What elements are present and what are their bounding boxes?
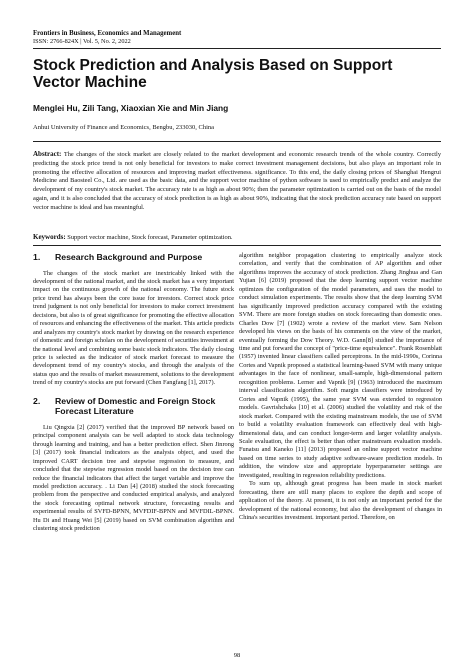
affiliation: Anhui University of Finance and Economics, Bengbu, 233030, China — [33, 124, 215, 131]
authors: Menglei Hu, Zili Tang, Xiaoxian Xie and Min Jiang — [33, 103, 229, 113]
section-1-heading — [33, 252, 234, 263]
section-title: Research Background and Purpose — [55, 252, 203, 262]
abstract-label: Abstract: — [33, 150, 62, 158]
header-divider — [33, 48, 441, 49]
keywords-text: Support vector machine, Stock forecast, Parameter optimization. — [67, 234, 233, 241]
keywords-divider — [33, 245, 441, 246]
section-title: Review of Domestic and Foreign Stock Forecast Literature — [55, 395, 216, 417]
right-column — [239, 252, 442, 523]
paragraph: To sum up, although great progress has been made in stock market forecasting, there are still many places to explore the depth and scope of application of the theory. At present, it is not only an important period for the development of the national economy, but also the development of changes in China's securities investment. important period. Therefore, on — [239, 480, 442, 522]
paper-title: Stock Prediction and Analysis Based on Support Vector Machine — [33, 57, 393, 91]
section-2-heading — [33, 396, 234, 417]
abstract — [33, 150, 441, 212]
paragraph: The changes of the stock market are inextricably linked with the development of the national market, and the stock market has a very important impact on the continuous growth of the national economy. The future stock price trend has always been the core issue for investors. Correct stock price trend judgment is not only beneficial for investors to make correct investment decisions, but also is of great significance for promoting the effective allocation of resources and enhancing the effectiveness of the market. This article predicts and analyzes my country's stock market by drawing on the research experience of domestic and foreign scholars on the development of securities investment at the national level and combining some basic stock indicators. The daily closing price is selected as the indicator of stock market forecast to measure the development trend of my country's stocks, and through the analysis of the status quo and the results of market measurement, solutions to the development trend of my country's stocks are put forward (Chen Fangfang [1], 2017). — [33, 269, 234, 387]
issn-line: ISSN: 2766-824X | Vol. 5, No. 2, 2022 — [33, 38, 131, 45]
left-column — [33, 252, 234, 534]
paragraph: Liu Qingxia [2] (2017) verified that the improved BP network based on principal component analysis can be well adapted to stock data technology through learning and training, and has a better prediction effect. Shen Jinrong [3] (2017) took financial indicators as the analysis object, and used the improved CART decision tree and stepwise regression to measure, and concluded that the stepwise regression model based on the decision tree can reduce the financial indicators that affect the target variable and improve the model prediction accuracy. . Li Dan [4] (2018) studied the stock forecasting problem from the perspective and conducted empirical analysis, and analyzed the stock forecasting optimal network structure, forecasting results and experimental results of SVFD-BPNN, MVFDIF-BPNN and MVFDIL-BPNN. Hu Di and Huang Wei [5] (2019) based on SVM combination algorithm and clustering stock prediction — [33, 423, 234, 533]
keywords — [33, 233, 233, 241]
page-number: 98 — [233, 652, 241, 659]
title-divider — [33, 141, 441, 142]
abstract-text: The changes of the stock market are closely related to the market development and economic research trends of the whole country. Correctly predicting the stock price trend is not only beneficial for investors to make correct investment management decisions, but also plays an important role in promoting the effective allocation of resources and improving market effectiveness. significance. To this end, the daily closing prices of Shanghai Hengrui Medicine and Baosteel Co., Ltd. are used as the basic data, and the support vector machine of python software is used to empirically predict and analyze the development of my country's stock market. The accuracy rate is as high as about 90%; then the parameter optimization is carried out on the basis of the model again, and it is also concluded that the accuracy of stock prediction is as high as about 90%, indicating that the stock prediction accuracy rate based on support vector machine is ideal and has meaningful. — [33, 151, 441, 211]
paragraph-continued: algorithm neighbor propagation clustering to empirically analyze stock correlation, and verify that the combination of AP algorithm and other algorithms improves the accuracy of stock prediction. Zhang Jinghua and Gan Yujian [6] (2019) proposed that the deep learning support vector machine optimizes the configuration of the model parameters, and uses the model to conduct simulation experiments. The results show that the deep learning SVM has significantly improved prediction accuracy compared with the existing SVM. There are more foreign studies on stock forecasting than domestic ones. Charles Dow [7] (1902) wrote a review of the market view. Sam Nelson developed his views on the basis of his comments on the view of the market, eventually forming the Dow Theory. W.D. Gann[8] studied the importance of time and put forward the concept of "price-time equivalence". Frank Rosenblatt (1957) invented linear classifiers called perceptrons. In the mid-1990s, Corinna Cortes and Vapnik proposed a statistical learning-based SVM with many unique advantages in the face of nonlinear, small-sample, high-dimensional pattern recognition problems. Lerner and Vapnik [9] (1963) introduced the maximum interval classification algorithm. Soft margin classifiers were introduced by Cortes and Vapnik (1995), the same year SVM was extended to regression models. Gavrishchaka [10] et al. (2006) studied the volatility and risk of the stock market. Compared with the existing mainstream models, the use of SVM to build a volatility evaluation framework can effectively deal with high-dimensional data, and can conduct longer-term and larger volatility analysis. Scale evaluation, the effect is better than other mainstream evaluation models. Funatsu and Kaneko [11] (2013) proposed an online support vector machine based on time series to study adaptive software-aware prediction models. In addition, the window size and appropriate hyperparameter settings are investigated, resulting in regression reliability predictions. — [239, 252, 442, 479]
journal-name: Frontiers in Business, Economics and Management — [33, 30, 182, 37]
section-number: 1. — [33, 252, 41, 262]
section-number: 2. — [33, 395, 41, 406]
keywords-label: Keywords: — [33, 233, 66, 241]
